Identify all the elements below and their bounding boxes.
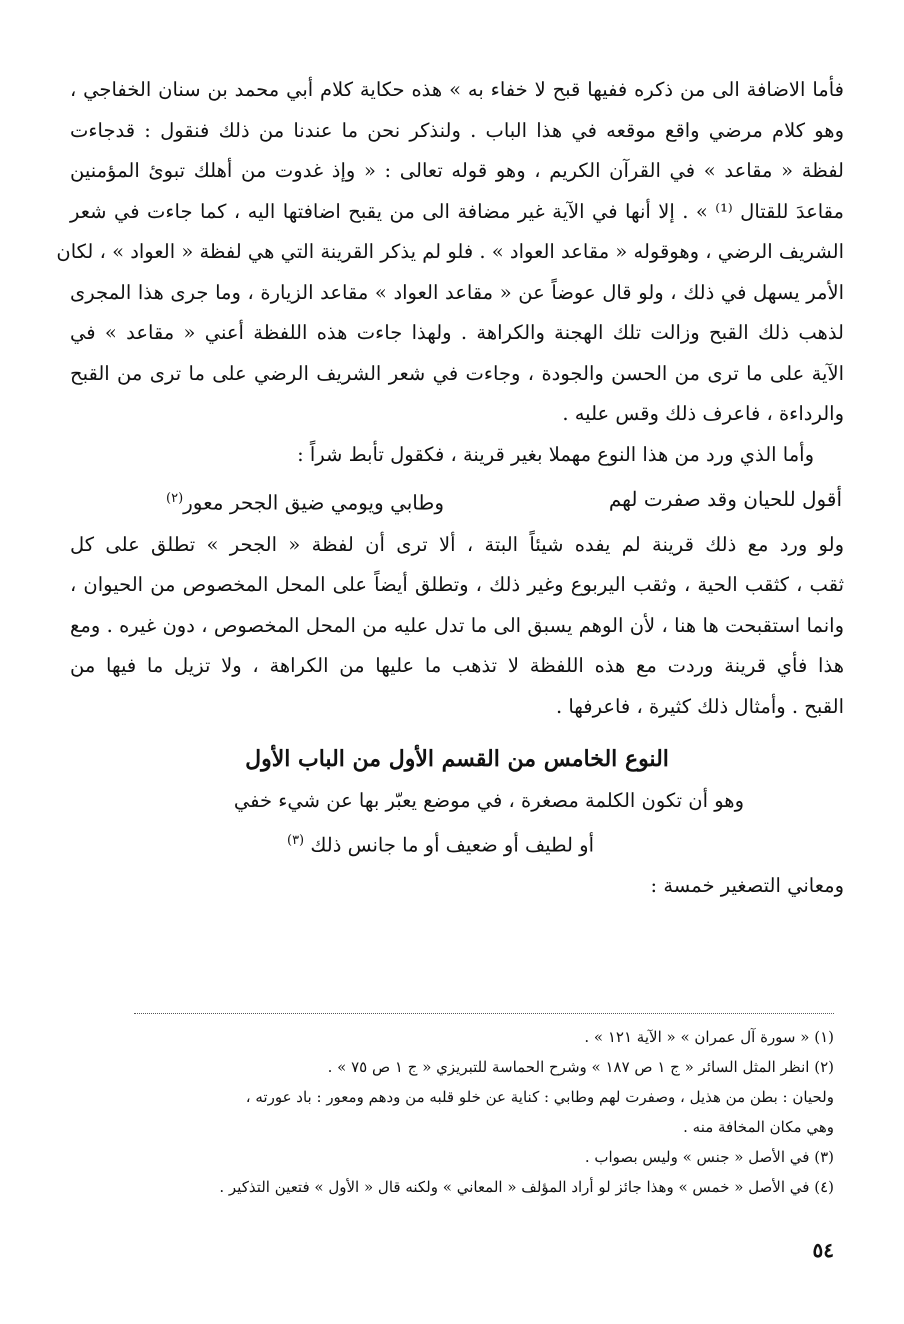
section-intro-text: أو لطيف أو ضعيف أو ما جانس ذلك — [310, 833, 594, 857]
footnote-marker: (٣) — [286, 833, 305, 849]
text-line: الآية على ما ترى من الحسن والجودة ، وجاءت في شعر الشريف الرضي على ما ترى من القبح — [70, 361, 844, 385]
section-intro-line-3: ومعاني التصغير خمسة : — [650, 873, 844, 897]
text-line: لذهب ذلك القبح وزالت تلك الهجنة والكراهة . ولهذا جاءت هذه اللفظة أعني « مقاعد » في — [70, 321, 844, 344]
section-heading: النوع الخامس من القسم الأول من الباب الأول — [245, 746, 669, 773]
footnote: وهي مكان المخافة منه . — [683, 1118, 834, 1136]
page-body — [56, 70, 844, 906]
verse-hemistich-left: وطابي ويومي ضيق الجحر معور — [183, 490, 444, 515]
text-line: ولو ورد مع ذلك قرينة لم يفده شيئاً البتة ، ألا ترى أن لفظة « الجحر » تطلق على كل — [70, 532, 844, 556]
text-line: القبح . وأمثال ذلك كثيرة ، فاعرفها . — [555, 694, 844, 718]
section-intro-line-2 — [70, 821, 844, 866]
footnote-marker: (٢) — [166, 491, 184, 506]
footnote: (٣) في الأصل « جنس » وليس بصواب . — [584, 1148, 834, 1166]
footnote: (٤) في الأصل « خمس » وهذا جائز لو أراد المؤلف « المعاني » ولكنه قال « الأول » فتعين التذكير . — [219, 1178, 834, 1196]
text-line: فأما الاضافة الى من ذكره ففيها قبح لا خفاء به » هذه حكاية كلام أبي محمد بن سنان الخفاجي ، — [70, 78, 844, 101]
text-line: ثقب ، كثقب الحية ، وثقب اليربوع وغير ذلك ، وتطلق أيضاً على المحل المخصوص من الحيوان ، — [70, 573, 844, 597]
footnotes — [74, 1022, 834, 1202]
text-line: لفظة « مقاعد » في القرآن الكريم ، وهو قوله تعالى : « وإذ غدوت من أهلك تبوئ المؤمنين — [70, 159, 844, 182]
text-line: الأمر يسهل في ذلك ، ولو قال عوضاً عن « مقاعد العواد » مقاعد الزيارة ، وما جرى هذا المجرى — [70, 280, 844, 304]
text-line: والرداءة ، فاعرف ذلك وقس عليه . — [562, 402, 844, 425]
text-line: الشريف الرضي ، وهوقوله « مقاعد العواد » . فلو لم يذكر القرينة التي هي لفظة « العواد » ، لكان — [56, 240, 844, 263]
paragraph-2 — [70, 435, 844, 476]
paragraph-1 — [56, 70, 844, 435]
poetry-verse — [70, 477, 844, 525]
text-line: مقاعدَ للقتال ⁽¹⁾ » . إلا أنها في الآية غير مضافة الى من يقبح اضافتها اليه ، كما جاءت في شعر — [70, 199, 844, 223]
section-intro-line-1: وهو أن تكون الكلمة مصغرة ، في موضع يعبّر بها عن شيء خفي — [233, 789, 744, 813]
text-line: هذا فأي قرينة وردت مع هذه اللفظة لا تذهب ما عليها من الكراهة ، ولا تزيل ما فيها من — [70, 654, 844, 678]
verse-hemistich-right: أقول للحيان وقد صفرت لهم — [608, 487, 842, 511]
footnote-divider — [134, 1013, 834, 1014]
text-line: وهو كلام مرضي واقع موقعه في هذا الباب . ولنذكر نحن ما عندنا من ذلك فنقول : قدجاءت — [70, 118, 844, 142]
footnote: ولحيان : بطن من هذيل ، وصفرت لهم وطابي : كناية عن خلو قلبه من ودهم ومعور : باد عورته ، — [245, 1088, 834, 1106]
text-line: وانما استقبحت ها هنا ، لأن الوهم يسبق الى ما تدل عليه من المحل المخصوص ، دون غيره . ومع — [70, 613, 844, 637]
footnote: (٢) انظر المثل السائر « ج ١ ص ١٨٧ » وشرح الحماسة للتبريزي « ج ١ ص ٧٥ » . — [327, 1058, 834, 1076]
verse-hemistich-left-wrap — [166, 477, 444, 525]
text-line: وأما الذي ورد من هذا النوع مهملا بغير قرينة ، فكقول تأبط شراً : — [297, 442, 814, 466]
footnote: (١) « سورة آل عمران » « الآية ١٢١ » . — [584, 1028, 834, 1046]
page-number: ٥٤ — [812, 1238, 834, 1262]
paragraph-3 — [70, 525, 844, 728]
